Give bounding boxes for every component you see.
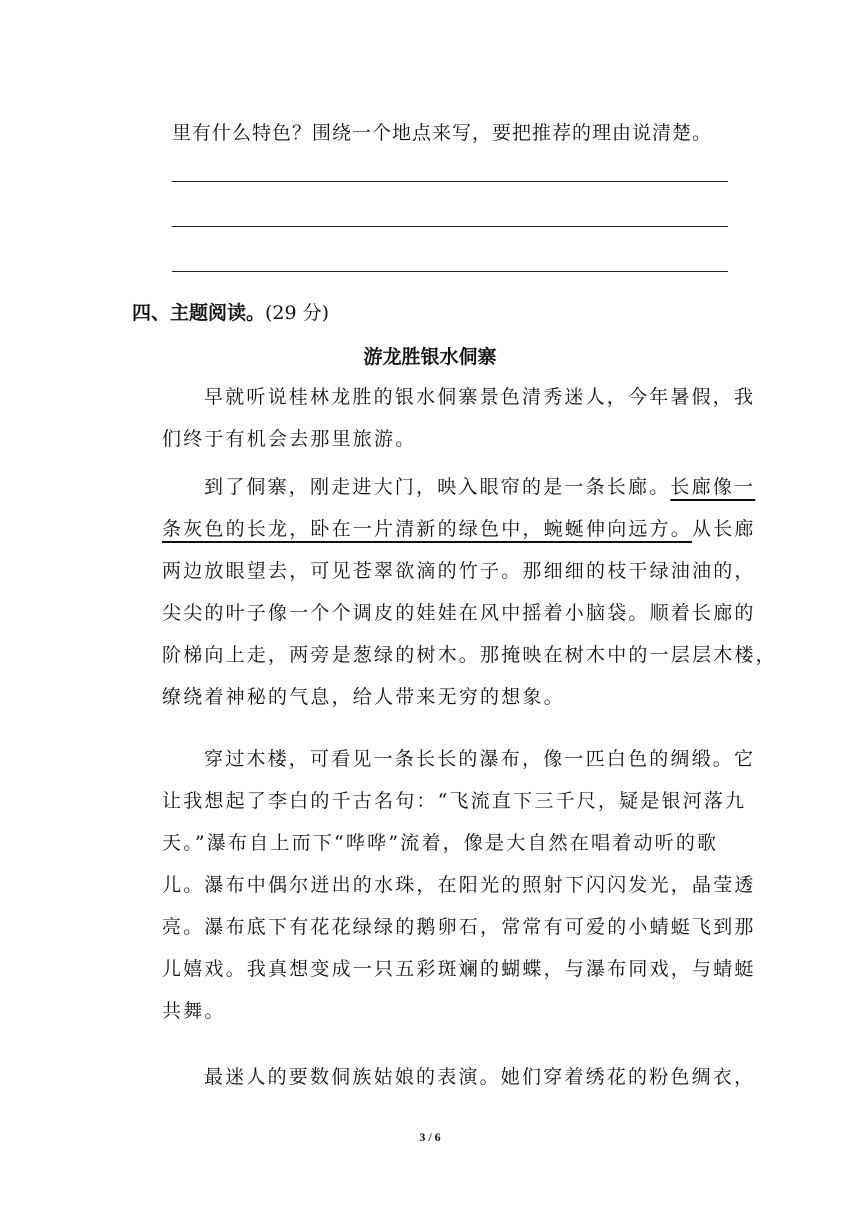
article-title: 游龙胜银水侗寨 [363,346,497,368]
section-heading [132,298,329,325]
answer-line-1[interactable] [172,181,728,182]
page-number: 3 / 6 [419,1130,441,1144]
underlined-sentence-part: 条灰色的长龙，卧在一片清新的绿色中，蜿蜒伸向远方。 [162,518,693,540]
answer-line-3[interactable] [172,271,728,272]
paragraph-4 [162,1056,756,1098]
paragraph-line: 天。”瀑布自上而下“哗哗”流着，像是大自然在唱着动听的歌 [162,832,719,854]
paragraph-line: 早就听说桂林龙胜的银水侗寨景色清秀迷人，今年暑假，我 [204,386,756,408]
paragraph-text: 从长廊 [692,518,756,540]
paragraph-line: 儿嬉戏。我真想变成一只五彩斑斓的蝴蝶，与瀑布同戏，与蜻蜓 [162,958,756,980]
paragraph-line: 共舞。 [162,1000,226,1022]
paragraph-line [162,508,756,550]
paragraph-line: 缭绕着神秘的气息，给人带来无穷的想象。 [162,686,565,708]
paragraph-text: 到了侗寨，刚走进大门，映入眼帘的是一条长廊。 [204,476,671,498]
underlined-sentence-part: 长廊像一 [670,476,756,498]
paragraph-line: 儿。瀑布中偶尔迸出的水珠，在阳光的照射下闪闪发光，晶莹透 [162,874,756,896]
paragraph-line [162,466,756,508]
paragraph-line: 让我想起了李白的千古名句：“飞流直下三千尺，疑是银河落九 [162,790,747,812]
section-score: (29 分) [265,302,330,324]
paragraph-2 [162,466,777,718]
paragraph-3 [162,738,756,1032]
paragraph-line: 两边放眼望去，可见苍翠欲滴的竹子。那细细的枝干绿油油的， [162,560,756,582]
paragraph-line: 阶梯向上走，两旁是葱绿的树木。那掩映在树木中的一层层木楼， [162,644,777,666]
paragraph-line: 最迷人的要数侗族姑娘的表演。她们穿着绣花的粉色绸衣， [204,1066,756,1088]
paragraph-line: 们终于有机会去那里旅游。 [162,428,417,450]
paragraph-line: 尖尖的叶子像一个个调皮的娃娃在风中摇着小脑袋。顺着长廊的 [162,602,756,624]
paragraph-1 [162,376,756,460]
paragraph-line: 亮。瀑布底下有花花绿绿的鹅卵石，常常有可爱的小蜻蜓飞到那 [162,916,756,938]
question-prompt-tail: 里有什么特色？围绕一个地点来写，要把推荐的理由说清楚。 [172,122,713,144]
section-heading-text: 四、主题阅读。 [132,302,266,324]
paragraph-line: 穿过木楼，可看见一条长长的瀑布，像一匹白色的绸缎。它 [204,748,756,770]
answer-line-2[interactable] [172,226,728,227]
